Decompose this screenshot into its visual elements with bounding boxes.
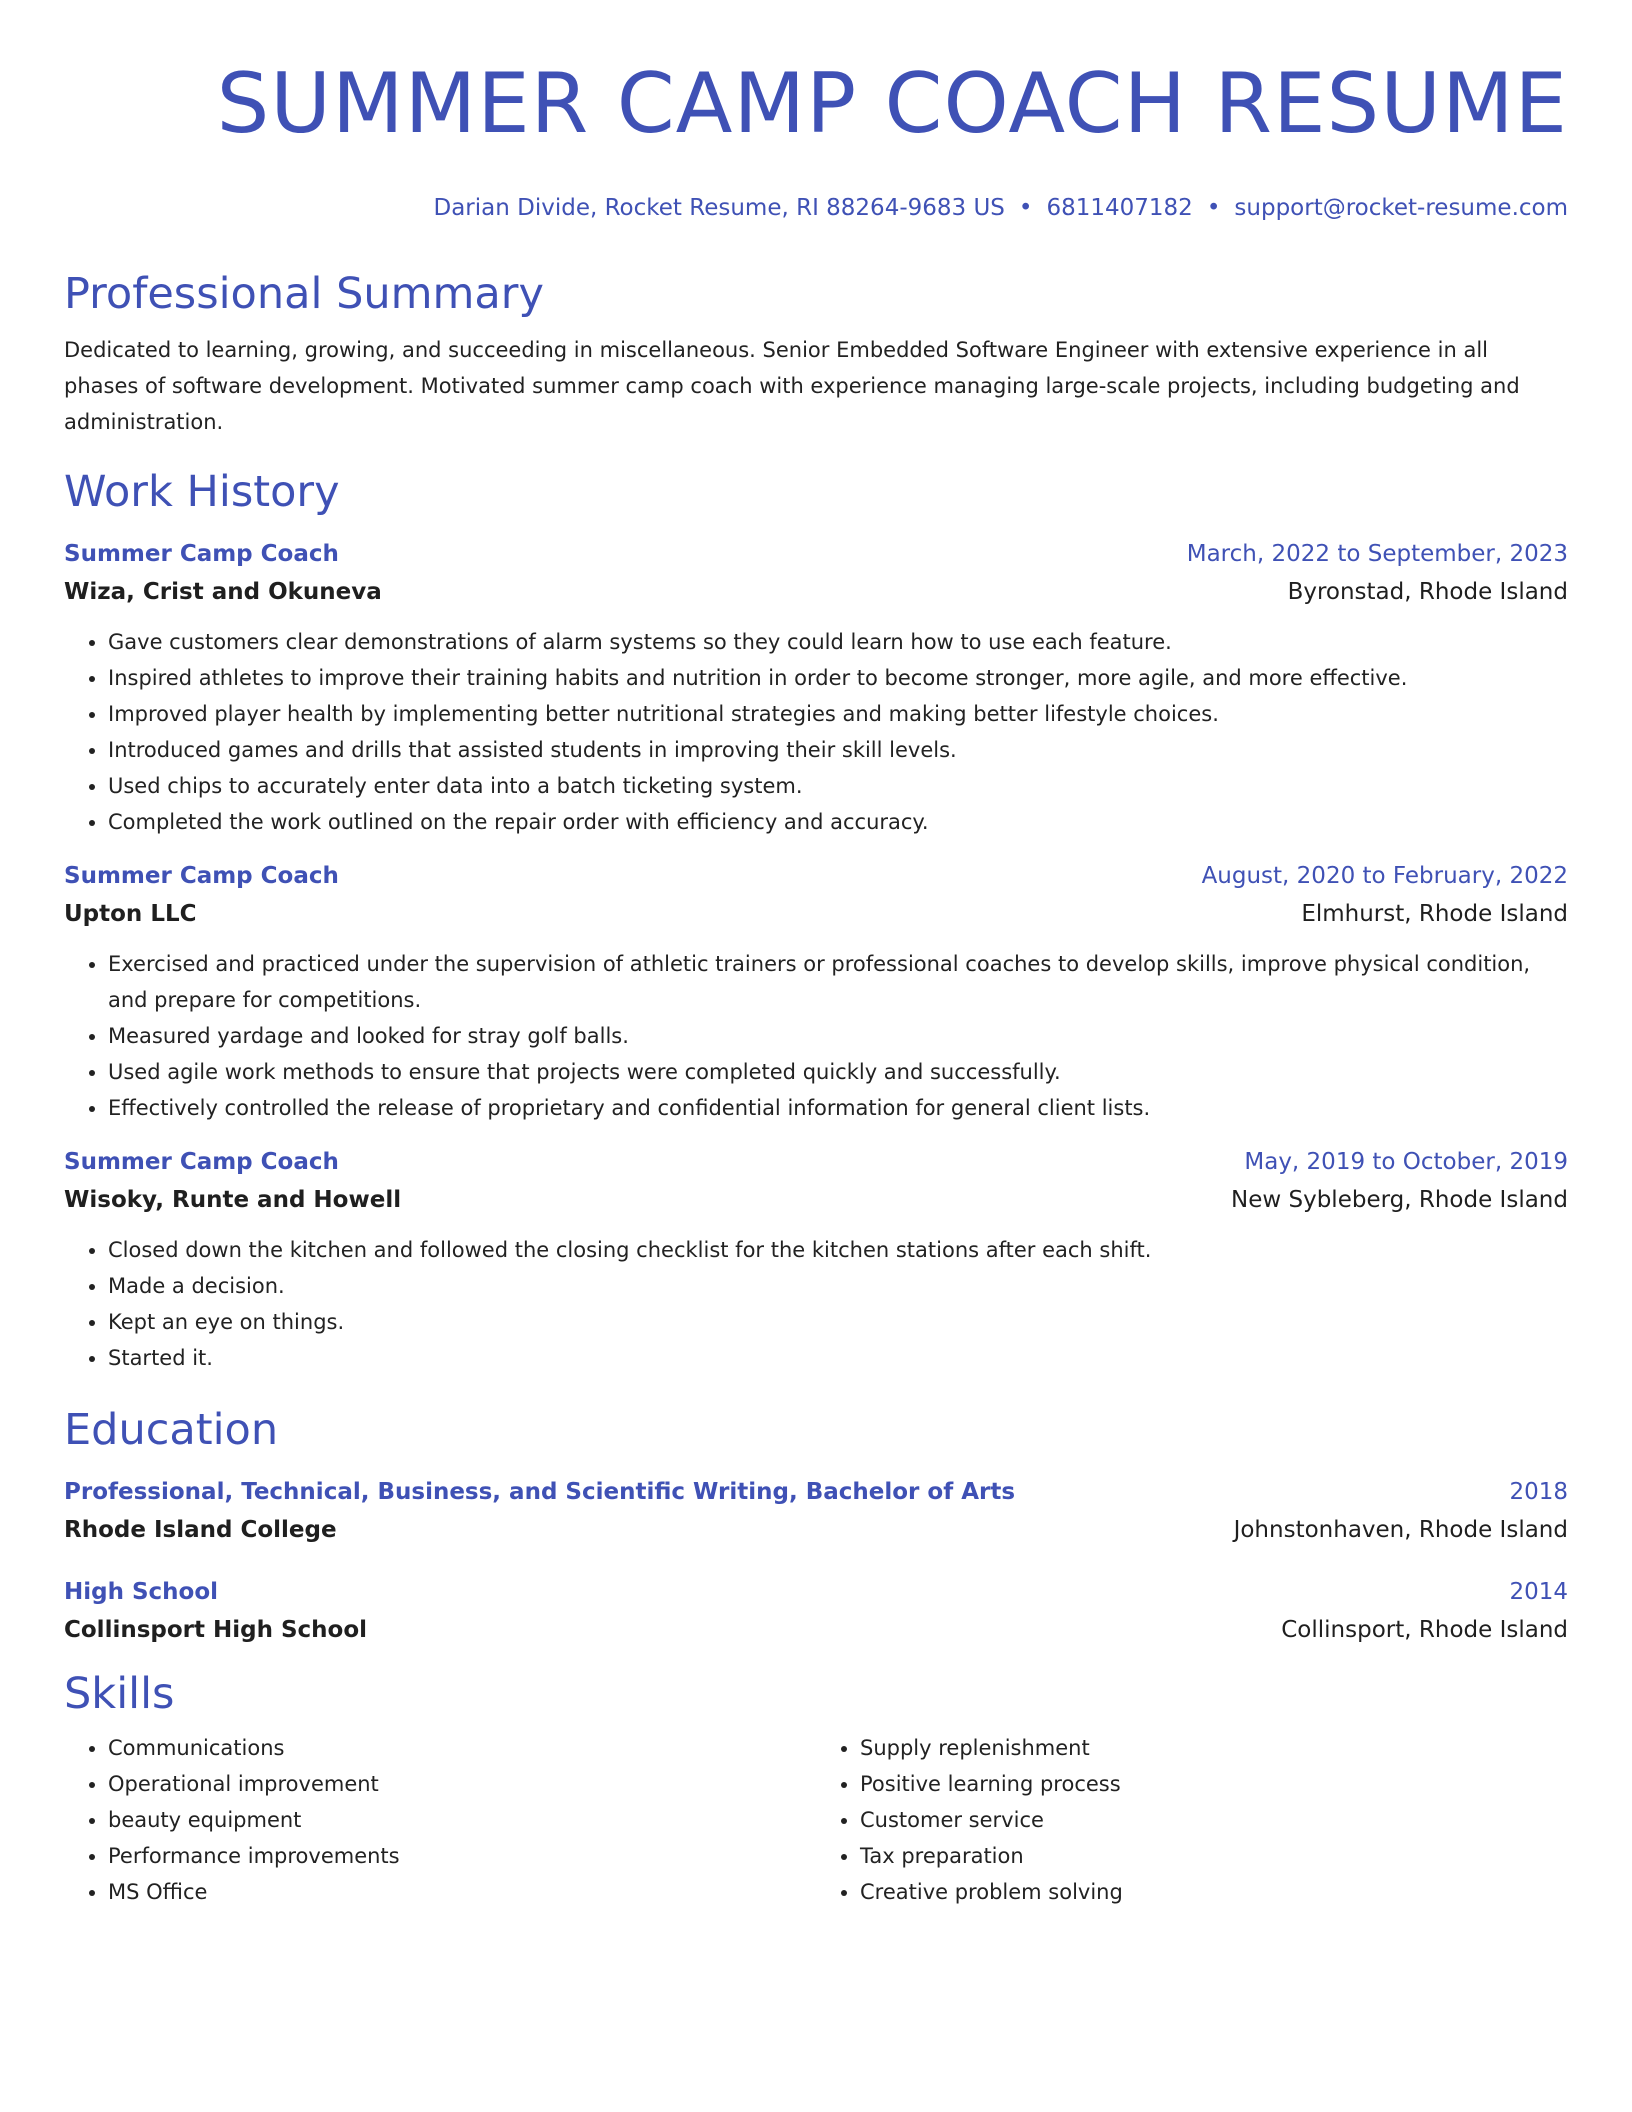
job-location: Elmhurst, Rhode Island [1301,901,1568,927]
job-bullet: • Exercised and practiced under the supervision of athletic trainers or professional coaches to develop skills, improve physical condition, and prepare for competitions. [108,946,1568,1018]
job-bullet: • Measured yardage and looked for stray golf balls. [108,1018,1568,1054]
school-location: Collinsport, Rhode Island [1281,1617,1568,1643]
job-bullet: • Inspired athletes to improve their training habits and nutrition in order to become stronger, more agile, and more effective. [108,660,1568,696]
skill-item: • Positive learning process [860,1766,1568,1802]
work-entry-header [64,538,1568,570]
skill-item: • Performance improvements [108,1838,816,1874]
job-bullet: • Gave customers clear demonstrations of alarm systems so they could learn how to use each feature. [108,624,1568,660]
work-entry [64,538,1568,840]
work-entry [64,860,1568,1126]
job-dates: March, 2022 to September, 2023 [1186,541,1568,567]
summary-heading: Professional Summary [64,269,544,319]
work-entry [64,1146,1568,1376]
skill-item: • Tax preparation [860,1838,1568,1874]
job-bullets [64,946,1568,1126]
contact-line [64,194,1568,222]
skills-column-right [816,1730,1568,1910]
school-name: Collinsport High School [64,1617,368,1643]
skill-item: • beauty equipment [108,1802,816,1838]
education-year: 2018 [1509,1479,1568,1505]
degree-title: Professional, Technical, Business, and Scientific Writing, Bachelor of Arts [64,1479,1016,1505]
skill-item: • Operational improvement [108,1766,816,1802]
job-bullet: • Made a decision. [108,1268,1568,1304]
skills-column-left [64,1730,816,1910]
skill-item: • Communications [108,1730,816,1766]
job-bullet: • Used agile work methods to ensure that projects were completed quickly and successfully. [108,1054,1568,1090]
education-year: 2014 [1509,1579,1568,1605]
skill-item: • MS Office [108,1874,816,1910]
job-bullet: • Kept an eye on things. [108,1304,1568,1340]
contact-phone: 6811407182 [1046,195,1193,221]
job-dates: August, 2020 to February, 2022 [1201,863,1568,889]
education-entry [64,1576,1568,1648]
skills-list [64,1730,1568,1910]
education-entry-header [64,1476,1568,1508]
education-entry-subheader [64,1612,1568,1648]
education-heading: Education [64,1405,279,1455]
job-bullet: • Improved player health by implementing better nutritional strategies and making better lifestyle choices. [108,696,1568,732]
job-title: Summer Camp Coach [64,541,339,567]
resume-title: SUMMER CAMP COACH RESUME [216,55,1568,152]
work-history-heading: Work History [64,467,340,517]
job-bullets [64,624,1568,840]
school-name: Rhode Island College [64,1517,337,1543]
contact-email: support@rocket-resume.com [1234,195,1568,221]
contact-address: Darian Divide, Rocket Resume, RI 88264-9683 US [433,195,1005,221]
company-name: Wiza, Crist and Okuneva [64,579,382,605]
job-location: New Sybleberg, Rhode Island [1231,1187,1568,1213]
contact-separator: • [1206,195,1221,221]
job-bullet: • Introduced games and drills that assisted students in improving their skill levels. [108,732,1568,768]
job-dates: May, 2019 to October, 2019 [1244,1149,1568,1175]
job-title: Summer Camp Coach [64,1149,339,1175]
company-name: Wisoky, Runte and Howell [64,1187,402,1213]
work-entry-header [64,1146,1568,1178]
education-entry-header [64,1576,1568,1608]
work-entry-subheader [64,896,1568,932]
work-entry-header [64,860,1568,892]
work-entry-subheader [64,1182,1568,1218]
job-bullet: • Effectively controlled the release of proprietary and confidential information for general client lists. [108,1090,1568,1126]
job-bullet: • Used chips to accurately enter data into a batch ticketing system. [108,768,1568,804]
skill-item: • Supply replenishment [860,1730,1568,1766]
work-entry-subheader [64,574,1568,610]
skill-item: • Creative problem solving [860,1874,1568,1910]
skill-item: • Customer service [860,1802,1568,1838]
job-bullets [64,1232,1568,1376]
school-location: Johnstonhaven, Rhode Island [1233,1517,1568,1543]
education-entry-subheader [64,1512,1568,1548]
degree-title: High School [64,1579,219,1605]
skills-heading: Skills [64,1669,175,1719]
job-bullet: • Started it. [108,1340,1568,1376]
job-location: Byronstad, Rhode Island [1287,579,1568,605]
summary-text: Dedicated to learning, growing, and succeeding in miscellaneous. Senior Embedded Software Engineer with extensive experience in all phases of software development. Motivated summer camp coach with experience managing large-scale projects, including budgeting and administration. [64,338,1520,434]
job-bullet: • Closed down the kitchen and followed the closing checklist for the kitchen stations after each shift. [108,1232,1568,1268]
education-entry [64,1476,1568,1548]
contact-separator: • [1018,195,1033,221]
job-bullet: • Completed the work outlined on the repair order with efficiency and accuracy. [108,804,1568,840]
job-title: Summer Camp Coach [64,863,339,889]
company-name: Upton LLC [64,901,197,927]
